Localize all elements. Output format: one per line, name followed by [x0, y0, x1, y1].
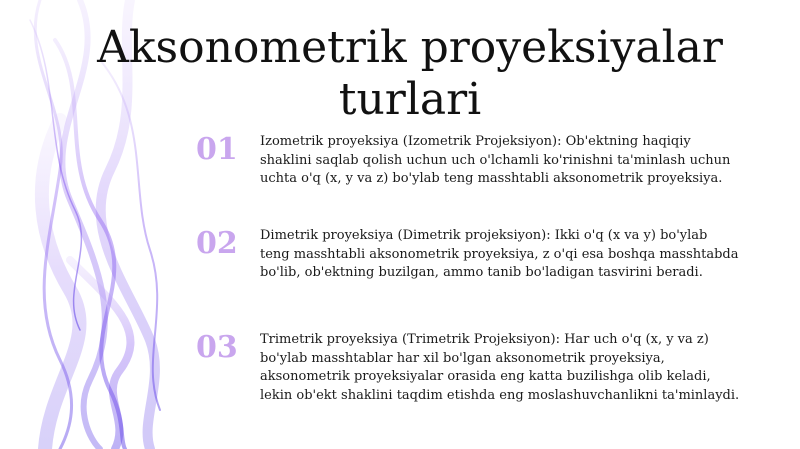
item-text: Dimetrik proyeksiya (Dimetrik projeksiyon): Ikki o'q (x va y) bo'ylab teng masshtabli aksonometrik proyeksiya, z o'qi esa boshqa masshtabda bo'lib, ob'ektning buzilgan, ammo tanib bo'ladigan tasvirini beradi.: [260, 228, 739, 280]
item-number: 03: [196, 330, 238, 365]
item-text: Trimetrik proyeksiya (Trimetrik Projeksiyon): Har uch o'q (x, y va z) bo'ylab masshtablar har xil bo'lgan aksonometrik proyeksiya, aksonometrik proyeksiyalar orasida eng katta buzilishga olib keladi, lekin ob'ekt shaklini taqdim etishda eng moslashuvchanlikni ta'minlaydi.: [260, 332, 740, 403]
slide-title: Aksonometrik proyeksiyalar turlari: [97, 22, 723, 125]
item-number: 01: [196, 132, 238, 167]
item-number: 02: [196, 226, 238, 261]
item-text: Izometrik proyeksiya (Izometrik Projeksiyon): Ob'ektning haqiqiy shaklini saqlab qolish uchun uch o'lchamli ko'rinishni ta'minlash uchun uchta o'q (x, y va z) bo'ylab teng masshtabli aksonometrik proyeksiya.: [260, 134, 731, 186]
